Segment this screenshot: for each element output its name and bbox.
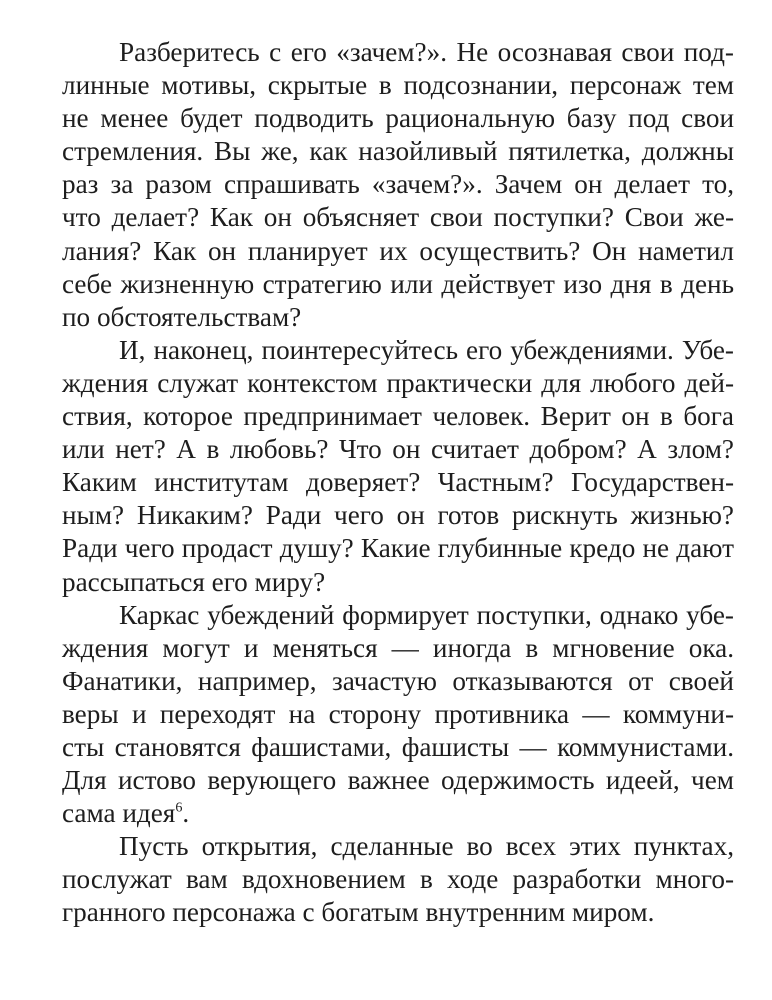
text-line: ствия, которое предпринимает человек. Верит он в бога: [62, 401, 734, 432]
text-line: стремления. Вы же, как назойливый пятилетка, должны: [62, 136, 734, 167]
text-line: послужат вам вдохновением в ходе разработки много-: [62, 864, 734, 895]
paragraph-beliefs: [62, 334, 734, 599]
text-line: И, наконец, поинтересуйтесь его убеждениями. Убе-: [119, 334, 734, 365]
text-fragment: .: [182, 798, 190, 829]
text-line: что делает? Как он объясняет свои поступки? Свои же-: [62, 202, 734, 233]
text-line: Ради чего продаст душу? Какие глубинные кредо не дают: [62, 533, 734, 564]
paragraph-framework: [62, 599, 734, 831]
text-line: Для истово верующего важнее одержимость идеей, чем: [62, 765, 734, 796]
text-line: Разберитесь с его «зачем?». Не осознавая свои под-: [119, 37, 734, 67]
text-line: ждения могут и меняться — иногда в мгновение ока.: [62, 632, 734, 663]
text-line: себе жизненную стратегию или действует изо дня в день: [62, 268, 734, 299]
text-line: Фанатики, например, зачастую отказываются от своей: [62, 665, 734, 696]
text-line: ждения служат контекстом практически для любого дей-: [62, 367, 734, 398]
text-line: ным? Никаким? Ради чего он готов рискнуть жизнью?: [62, 500, 734, 531]
text-line: не менее будет подводить рациональную базу под свои: [62, 103, 734, 134]
text-line: гранного персонажа с богатым внутренним миром.: [62, 897, 655, 928]
text-line: Пусть открытия, сделанные во всех этих пунктах,: [119, 831, 734, 862]
text-line: лания? Как он планирует их осуществить? Он наметил: [62, 235, 734, 266]
text-line: Каркас убеждений формирует поступки, однако убе-: [119, 599, 734, 630]
paragraph-motives: [62, 36, 734, 334]
text-line: рассыпаться его миру?: [62, 566, 326, 597]
footnote-marker[interactable]: 6: [175, 799, 183, 816]
text-line: раз за разом спрашивать «зачем?». Зачем он делает то,: [62, 169, 734, 200]
text-line-with-footnote: [62, 797, 734, 830]
text-line: линные мотивы, скрытые в подсознании, персонаж тем: [62, 70, 734, 101]
text-line: Каким институтам доверяет? Частным? Государствен-: [62, 467, 734, 498]
text-line: веры и переходят на сторону противника — коммуни-: [62, 698, 734, 729]
text-line: или нет? А в любовь? Что он считает добром? А злом?: [62, 434, 734, 465]
text-line: сты становятся фашистами, фашисты — коммунистами.: [62, 731, 734, 762]
text-fragment: сама идея: [62, 798, 176, 829]
text-line: по обстоятельствам?: [62, 301, 302, 332]
book-page: [62, 36, 734, 930]
paragraph-conclusion: [62, 830, 734, 929]
